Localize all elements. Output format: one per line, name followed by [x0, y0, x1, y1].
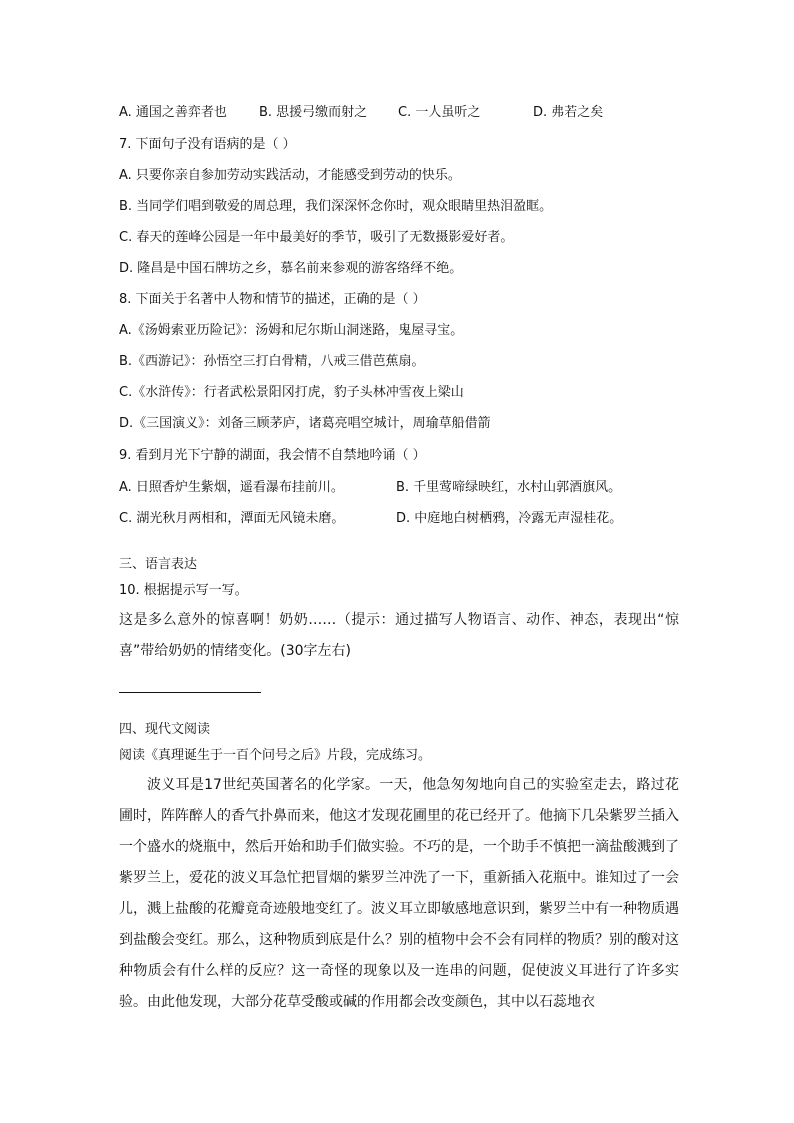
q10-stem: 10. 根据提示写一写。: [119, 583, 248, 598]
q9-option-b: B. 千里莺啼绿映红，水村山郭酒旗风。: [396, 480, 622, 495]
q9-stem: 9. 看到月光下宁静的湖面，我会情不自禁地吟诵（ ）: [119, 448, 426, 463]
reading-intro: 阅读《真理诞生于一百个问号之后》片段，完成练习。: [119, 748, 432, 763]
q9-option-d: D. 中庭地白树栖鸦，冷露无声湿桂花。: [396, 511, 623, 526]
q8-option-c: C.《水浒传》：行者武松景阳冈打虎，豹子头林冲雪夜上梁山: [119, 385, 464, 400]
q6-option-c: C. 一人虽听之: [398, 105, 481, 120]
q9-option-a: A. 日照香炉生紫烟，遥看瀑布挂前川。: [119, 480, 344, 495]
section4-title: 四、现代文阅读: [119, 722, 211, 737]
q8-option-b: B.《西游记》：孙悟空三打白骨精，八戒三借芭蕉扇。: [119, 354, 425, 369]
q7-option-c: C. 春天的莲峰公园是一年中最美好的季节，吸引了无数摄影爱好者。: [119, 230, 514, 245]
q9-option-c: C. 湖光秋月两相和，潭面无风镜未磨。: [119, 511, 345, 526]
q6-option-b: B. 思援弓缴而射之: [259, 105, 368, 120]
q7-option-d: D. 隆昌是中国石牌坊之乡，慕名前来参观的游客络绎不绝。: [119, 261, 463, 276]
q7-option-a: A. 只要你亲自参加劳动实践活动，才能感受到劳动的快乐。: [119, 168, 461, 183]
reading-passage: 波义耳是17世纪英国著名的化学家。一天，他急匆匆地向自己的实验室走去，路过花圃时，阵阵醉人的香气扑鼻而来，他这才发现花圃里的花已经开了。他摘下几朵紫罗兰插入一个盛水的烧瓶中，然后开始和助手们做实验。不巧的是，一个助手不慎把一滴盐酸溅到了紫罗兰上，爱花的波义耳急忙把冒烟的紫罗兰冲洗了一下，重新插入花瓶中。谁知过了一会儿，溅上盐酸的花瓣竟奇迹般地变红了。波义耳立即敏感地意识到，紫罗兰中有一种物质遇到盐酸会变红。那么，这种物质到底是什么？别的植物中会不会有同样的物质？别的酸对这种物质会有什么样的反应？这一奇怪的现象以及一连串的问题，促使波义耳进行了许多实验。由此他发现，大部分花草受酸或碱的作用都会改变颜色，其中以石蕊地衣: [119, 777, 679, 1010]
q6-option-a: A. 通国之善弈者也: [119, 105, 227, 120]
q7-stem: 7. 下面句子没有语病的是（ ）: [119, 137, 296, 152]
q8-option-d: D.《三国演义》：刘备三顾茅庐，诸葛亮唱空城计，周瑜草船借箭: [119, 416, 491, 431]
q7-option-b: B. 当同学们唱到敬爱的周总理，我们深深怀念你时，观众眼睛里热泪盈眶。: [119, 199, 553, 214]
q8-option-a: A.《汤姆索亚历险记》：汤姆和尼尔斯山洞迷路，鬼屋寻宝。: [119, 323, 464, 338]
q6-option-d: D. 弗若之矣: [533, 105, 604, 120]
q10-prompt: 这是多么意外的惊喜啊！奶奶……（提示：通过描写人物语言、动作、神态，表现出“惊喜”带给奶奶的情绪变化。(30字左右): [119, 612, 679, 659]
section3-title: 三、语言表达: [119, 557, 198, 572]
q8-stem: 8. 下面关于名著中人物和情节的描述，正确的是（ ）: [119, 292, 426, 307]
answer-line[interactable]: [119, 692, 261, 693]
